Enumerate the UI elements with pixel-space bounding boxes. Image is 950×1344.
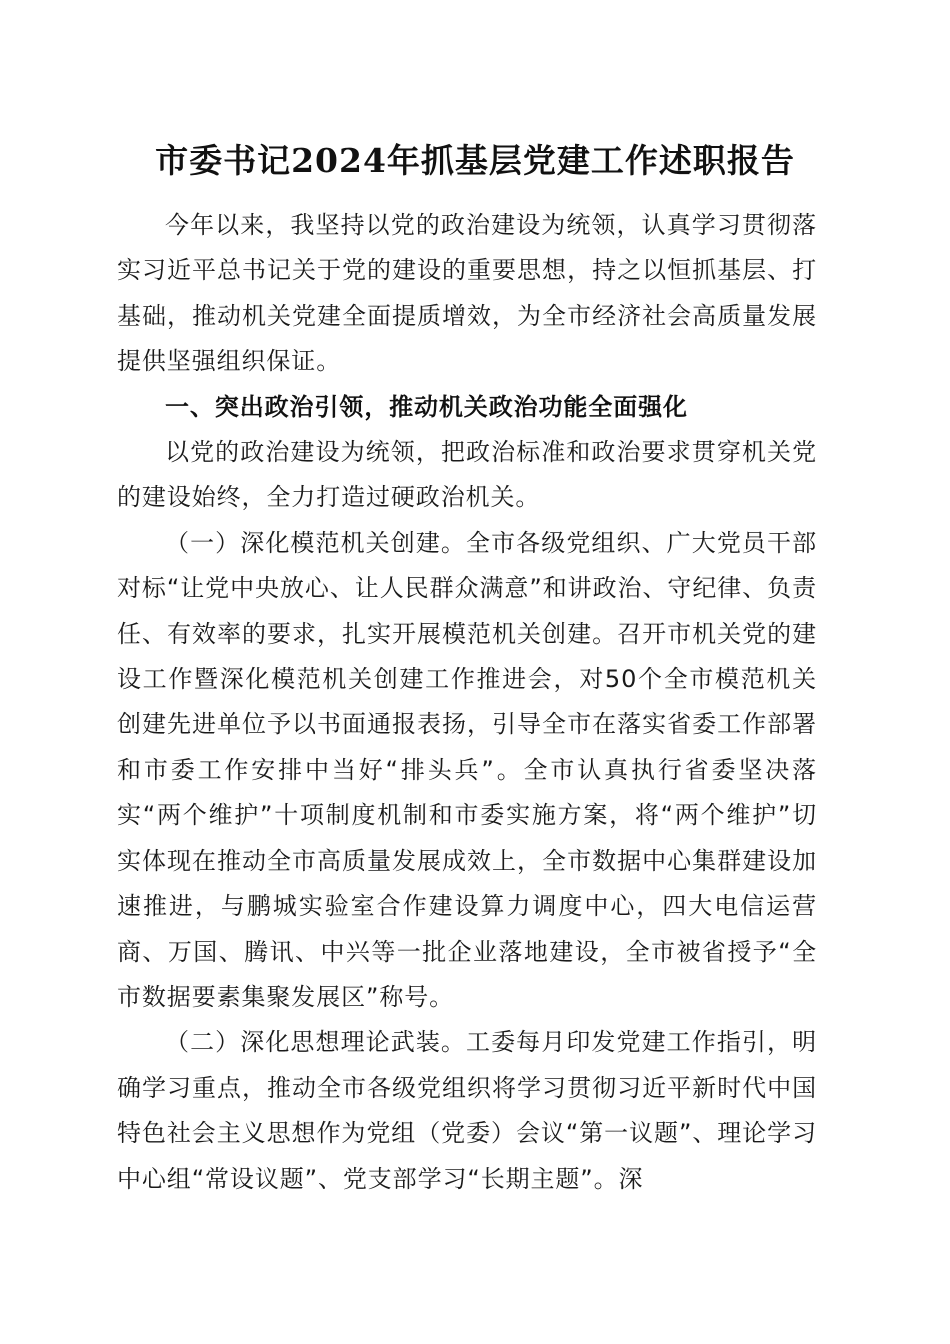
section-heading-1: 一、突出政治引领，推动机关政治功能全面强化	[165, 392, 688, 421]
intro-paragraph: 今年以来，我坚持以党的政治建设为统领，认真学习贯彻落实习近平总书记关于党的建设的重要思想，持之以恒抓基层、打基础，推动机关党建全面提质增效，为全市经济社会高质量发展提供坚强组织保证。	[117, 211, 817, 376]
subsection-2-paragraph: （二）深化思想理论武装。工委每月印发党建工作指引，明确学习重点，推动全市各级党组织将学习贯彻习近平新时代中国特色社会主义思想作为党组（党委）会议“第一议题”、理论学习中心组“常设议题”、党支部学习“长期主题”。深	[117, 1028, 817, 1193]
section-1-intro-paragraph: 以党的政治建设为统领，把政治标准和政治要求贯穿机关党的建设始终，全力打造过硬政治机关。	[117, 438, 817, 512]
document-title: 市委书记2024年抓基层党建工作述职报告	[155, 141, 795, 180]
document-body	[117, 203, 817, 1202]
subsection-1-paragraph: （一）深化模范机关创建。全市各级党组织、广大党员干部对标“让党中央放心、让人民群众满意”和讲政治、守纪律、负责任、有效率的要求，扎实开展模范机关创建。召开市机关党的建设工作暨深化模范机关创建工作推进会，对50个全市模范机关创建先进单位予以书面通报表扬，引导全市在落实省委工作部署和市委工作安排中当好“排头兵”。全市认真执行省委坚决落实“两个维护”十项制度机制和市委实施方案，将“两个维护”切实体现在推动全市高质量发展成效上，全市数据中心集群建设加速推进，与鹏城实验室合作建设算力调度中心，四大电信运营商、万国、腾讯、中兴等一批企业落地建设，全市被省授予“全市数据要素集聚发展区”称号。	[117, 528, 817, 1011]
